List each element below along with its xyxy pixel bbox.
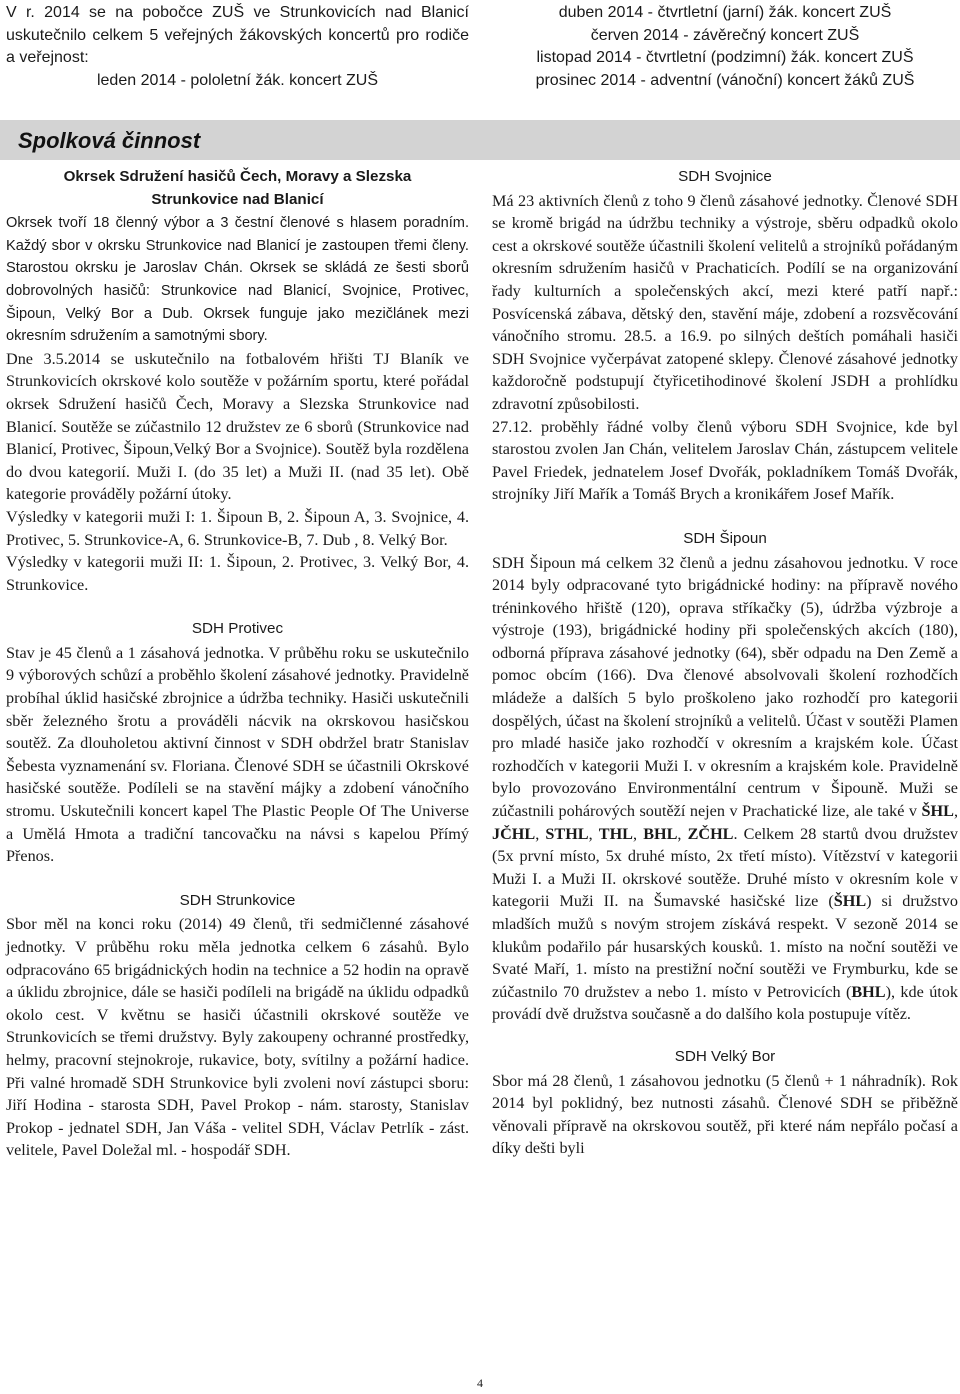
concert-item: červen 2014 - závěrečný koncert ZUŠ <box>590 26 860 44</box>
velky-bor-text: Sbor má 28 členů, 1 zásahovou jednotku (5 členů + 1 náhradník). Rok 2014 byl poklidný, bez nutnosti zásahů. Členové SDH se přiběžně věnovali přípravě na okrskovou soutěž, při které nám nepřálo počasí a díky dešti byli <box>492 1071 958 1158</box>
protivec-heading: SDH Protivec <box>191 620 284 638</box>
league-name: JČHL <box>492 824 536 843</box>
concerts-intro: V r. 2014 se na pobočce ZUŠ ve Strunkovicích nad Blanicí uskutečnilo celkem 5 veřejných žákovských koncertů pro rodiče a veřejnost: <box>6 4 469 66</box>
right-column <box>492 166 958 1160</box>
section-title: Spolková činnost <box>18 128 201 153</box>
sipoun-text-part: ), kde útok provádí dvě družstva současně a do dalšího kola postupuje vítěz. <box>492 982 958 1024</box>
okrsek-heading-line1: Okrsek Sdružení hasičů Čech, Moravy a Slezska <box>63 168 412 185</box>
okrsek-results: Výsledky v kategorii muži I: 1. Šipoun B, 2. Šipoun A, 3. Svojnice, 4. Protivec, 5. Strunkovice-A, 6. Strunkovice-B, 7. Dub , 8. Velký Bor. <box>6 507 469 549</box>
concerts-left <box>6 2 469 92</box>
league-name: BHL <box>643 824 678 843</box>
league-name: ŠHL <box>921 802 954 821</box>
svojnice-heading: SDH Svojnice <box>678 168 772 185</box>
concert-item: duben 2014 - čtvrtletní (jarní) žák. koncert ZUŠ <box>558 4 892 21</box>
okrsek-results: Výsledky v kategorii muži II: 1. Šipoun, 2. Protivec, 3. Velký Bor, 4. Strunkovice. <box>6 553 469 594</box>
league-name: ŠHL <box>833 892 867 911</box>
concert-item: leden 2014 - pololetní žák. koncert ZUŠ <box>96 71 379 89</box>
okrsek-heading-line2: Strunkovice nad Blanicí <box>151 190 324 208</box>
concert-item: prosinec 2014 - adventní (vánoční) koncert žáků ZUŠ <box>535 71 915 89</box>
protivec-text: Stav je 45 členů a 1 zásahová jednotka. V průběhu roku se uskutečnilo 9 výborových schůzí a proběhlo školení zásahové jednotky. Pravidelně probíhal úklid hasičské zbrojnice a údržba techniky. Hasiči uskutečnili sběr železného šrotu a prováděli nácvik na okrskovou hasičskou soutěž. Za dlouholetou aktivní činnost v SDH obdržel bratr Stanislav Šebesta vyznamenání sv. Floriana. Členové SDH se účastnili Okrskové hasičské soutěže. Podíleli se na stavění májky a zdobení vánočního stromu. Uskutečnili koncert kapel The Plastic People Of The Universe a Umělá Hmota a tradiční tancovačku na návsi s kapelou Přímý Přenos. <box>6 643 469 866</box>
league-name: THL <box>598 824 633 843</box>
sipoun-text-part: ) si družstvo mladších mužů s novým strojem získává respekt. V sezoně 2014 se klukům podařilo pár husarských kousků. 1. místo na noční soutěži ve Svaté Maří, 1. místo na prestižní noční soutěži ve Frymburku, kde se zúčastnilo 70 družstev a nebo 1. místo v Petrovicích ( <box>492 892 958 1001</box>
strunkovice-heading: SDH Strunkovice <box>179 891 296 909</box>
svojnice-text: 27.12. proběhly řádné volby členů výboru SDH Svojnice, kde byl starostou zvolen Jan Chán, velitelem Jaroslav Chán, zástupcem velitele Pavel Friedek, jednatelem Josef Dvořák, pokladníkem Tomáš Dvořák, strojníky Jiří Mařík a Tomáš Brych a kronikářem Josef Mařík. <box>492 417 958 504</box>
okrsek-paragraph: Okrsek tvoří 18 členný výbor a 3 čestní členové s hlasem poradním. Každý sbor v okrsku Strunkovice nad Blanicí je zastoupen třemi členy. Starostou okrsku je Jaroslav Chán. Okrsek se skládá ze šesti sborů dobrovolných hasičů: Strunkovice nad Blanicí, Svojnice, Protivec, Šipoun, Velký Bor a Dub. Okrsek funguje jako mezičlánek mezi okresním sdružením a samotnými sbory. <box>6 215 469 345</box>
okrsek-heading <box>6 166 469 211</box>
svojnice-text: Má 23 aktivních členů z toho 9 členů zásahové jednotky. Členové SDH se kromě brigád na údržbu techniky a výstroje, sběru odpadků okolo cest a okrskové soutěže účastnili školení velitelů a strojníků pořádaným okresním sdružením hasičů v Prachaticích. Podílí se na organizování řady kulturních a společenských akcí, mezi které patří např.: Posvícenská zábava, dětský den, stavění máje, zdobení a rozsvěcování vánočního stromu. 28.5. a 16.9. po silných deštích pomáhali hasiči SDH Svojnice vyčerpávat zatopené sklepy. Členové zásahové jednotky každoročně podstupují čtyřicetihodinové školení JSDH a prohlídku zdravotní způsobilosti. <box>492 191 958 413</box>
strunkovice-text: Sbor měl na konci roku (2014) 49 členů, tři sedmičlenné zásahové jednotky. V průběhu roku měla jednotka celkem 6 zásahů. Bylo odpracováno 65 brigádnických hodin na technice a 52 hodin na opravě a úklidu zbrojnice, dále se hasiči podíleli na brigádě na úklidu odpadků okolo cest. V květnu se hasiči účastnili okrskové soutěže ve Strunkovicích se třemi družstvy. Byly zakoupeny ochranné prostředky, helmy, pracovní stejnokroje, rukavice, boty, svítilny a požární hadice. Při valné hromadě SDH Strunkovice byli zvoleni noví zástupci sboru: Jiří Hodina - starosta SDH, Pavel Prokop - nám. starosty, Stanislav Prokop - jednatel SDH, Jan Váša - velitel SDH, Václav Petrlík - zást. velitele, Pavel Doležal ml. - hospodář SDH. <box>6 915 469 1160</box>
sipoun-text: SDH Šipoun má celkem 32 členů a jednu zásahovou jednotku. V roce 2014 byly odpracované tyto brigádnické hodiny: na přípravě nového tréninkového hřiště (120), oprava stříkačky (5), údržba výzbroje a výstroje (193), brigádnické hodiny při společenských akcích (180), odborná příprava zásahové jednotky (64), sběr odpadu na Den Země a pomoc obcím (166). Dva členové absolvovali školení rozhodčích mládeže a dalších 5 bylo proškoleno jako rozhodčí pro kategorii dospělých, účast na školení strojníků a velitelů. Účast v soutěži Plamen pro mladé hasiče jako rozhodčí v okresním a krajském kole. Účast rozhodčích v kategorii Muži I. v okresním a krajském kole. Pravidelně bylo provozováno Environmentální centrum v Šipouně. Muži se zúčastnili pohárových soutěží nejen v Prachatické lize, ale také v ŠHL, JČHL, STHL, THL, BHL, ZČHL. Celkem 28 startů dvou družstev (5x první místo, 5x druhé místo, 2x třetí místo). Vítězství v kategorii Muži I. a Muži II. okrskové soutěže. Druhé místo v okresním kole v kategorii Muži II. na Šumavské hasičské lize (ŠHL) si družstvo mladších mužů s novým strojem získává respekt. V sezoně 2014 se klukům podařilo pár husarských kousků. 1. místo na noční soutěži ve Svaté Maří, 1. místo na prestižní noční soutěži ve Frymburku, kde se zúčastnilo 70 družstev a nebo 1. místo v Petrovicích (BHL), kde útok provádí dvě družstva současně a do dalšího kola postupuje vítěz. <box>492 553 959 1024</box>
league-name: BHL <box>851 982 886 1001</box>
league-name: ZČHL <box>687 824 734 843</box>
league-name: STHL <box>545 824 589 843</box>
okrsek-paragraph: Dne 3.5.2014 se uskutečnilo na fotbalovém hřišti TJ Blaník ve Strunkovicích okrskové kolo soutěže v požárním sportu, které pořádal okrsek Sdružení hasičů Čech, Moravy a Slezska Strunkovice nad Blanicí. Soutěže se zúčastnilo 12 družstev ze 6 sborů (Strunkovice nad Blanicí, Protivec, Šipoun,Velký Bor a Svojnice). Soutěž byla rozdělena do dvou kategorií. Muži I. (do 35 let) a Muži II. (nad 35 let). Obě kategorie prováděly požární útoky. <box>6 349 469 504</box>
concert-item: listopad 2014 - čtvrtletní (podzimní) žák. koncert ZUŠ <box>536 49 914 66</box>
left-column <box>6 166 469 1162</box>
concerts-right <box>500 2 950 92</box>
sipoun-text-part: SDH Šipoun má celkem 32 členů a jednu zásahovou jednotku. V roce 2014 byly odpracované tyto brigádnické hodiny: na přípravě nového tréninkového hřiště (120), oprava stříkačky (5), údržba výzbroje a výstroje (193), brigádnické hodiny při společenských akcích (180), odborná příprava zásahové jednotky (64), sběr odpadu na Den Země a pomoc obcím (166). Dva členové absolvovali školení rozhodčích mládeže a dalších 5 bylo proškoleno jako rozhodčí pro kategorii dospělých, účast na školení strojníků a velitelů. Účast v soutěži Plamen pro mladé hasiče jako rozhodčí v okresním a krajském kole. Účast rozhodčích v kategorii Muži I. v okresním a krajském kole. Pravidelně bylo provozováno Environmentální centrum v Šipouně. Muži se zúčastnili pohárových soutěží nejen v Prachatické lize, ale také v <box>492 553 958 821</box>
page-number: 4 <box>477 1376 483 1390</box>
velky-bor-heading: SDH Velký Bor <box>674 1047 776 1065</box>
sipoun-text-part: . Celkem 28 startů dvou družstev (5x první místo, 5x druhé místo, 2x třetí místo). Vítězství v kategorii Muži I. a Muži II. okrskové soutěže. Druhé místo v okresním kole v kategorii Muži II. na Šumavské hasičské lize ( <box>492 824 959 911</box>
sipoun-heading: SDH Šipoun <box>683 529 767 547</box>
